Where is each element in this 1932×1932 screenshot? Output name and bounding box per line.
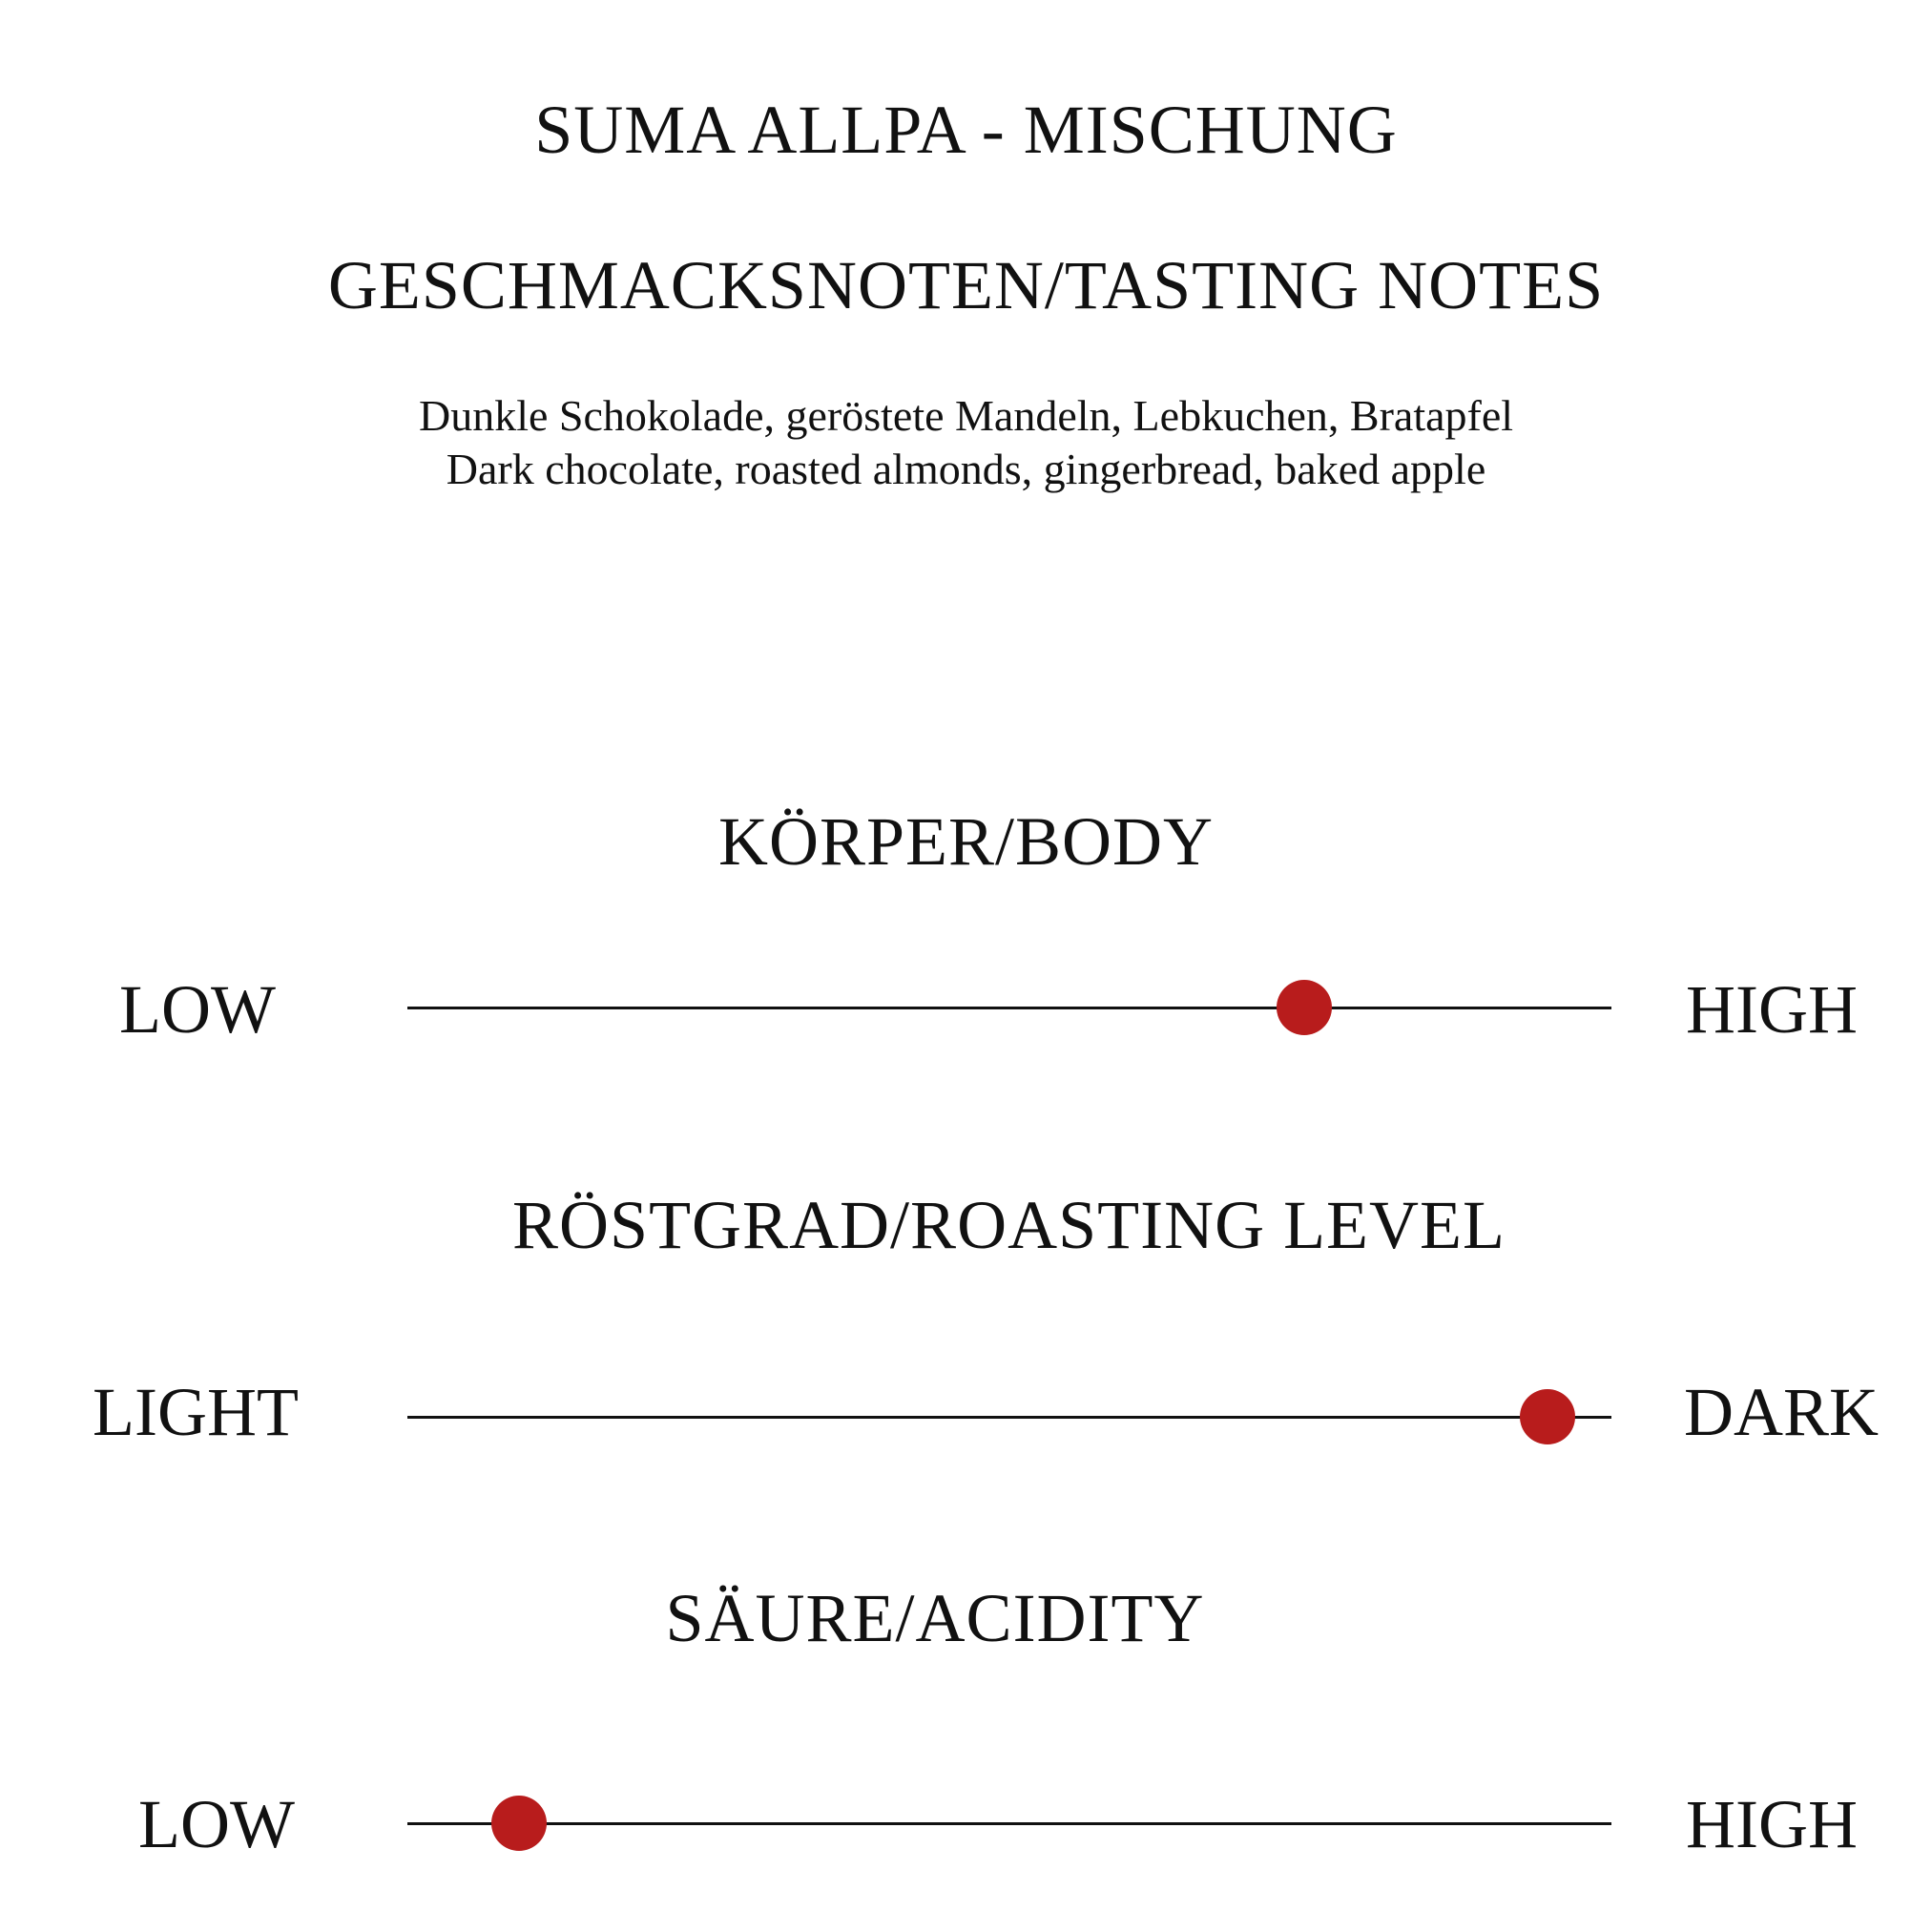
page-title: SUMA ALLPA - MISCHUNG [534,92,1398,168]
body-high-label: HIGH [1686,971,1858,1048]
body-heading: KÖRPER/BODY [717,803,1215,880]
body-scale-track [407,1007,1611,1009]
body-low-label: LOW [119,971,276,1048]
roasting-scale-track [407,1416,1611,1419]
tasting-notes-heading: GESCHMACKSNOTEN/TASTING NOTES [327,247,1605,323]
acidity-level-marker [491,1796,547,1851]
acidity-low-label: LOW [138,1786,295,1862]
acidity-scale-track [407,1822,1611,1825]
roasting-level-marker [1520,1389,1575,1444]
tasting-notes-german: Dunkle Schokolade, geröstete Mandeln, Lebkuchen, Bratapfel [418,391,1514,440]
body-level-marker [1277,980,1332,1035]
roasting-light-label: LIGHT [93,1374,299,1450]
roasting-dark-label: DARK [1684,1374,1880,1450]
acidity-high-label: HIGH [1686,1786,1858,1862]
acidity-heading: SÄURE/ACIDITY [665,1580,1205,1656]
tasting-notes-english: Dark chocolate, roasted almonds, gingerbread, baked apple [446,445,1486,493]
roasting-level-heading: RÖSTGRAD/ROASTING LEVEL [512,1187,1506,1263]
